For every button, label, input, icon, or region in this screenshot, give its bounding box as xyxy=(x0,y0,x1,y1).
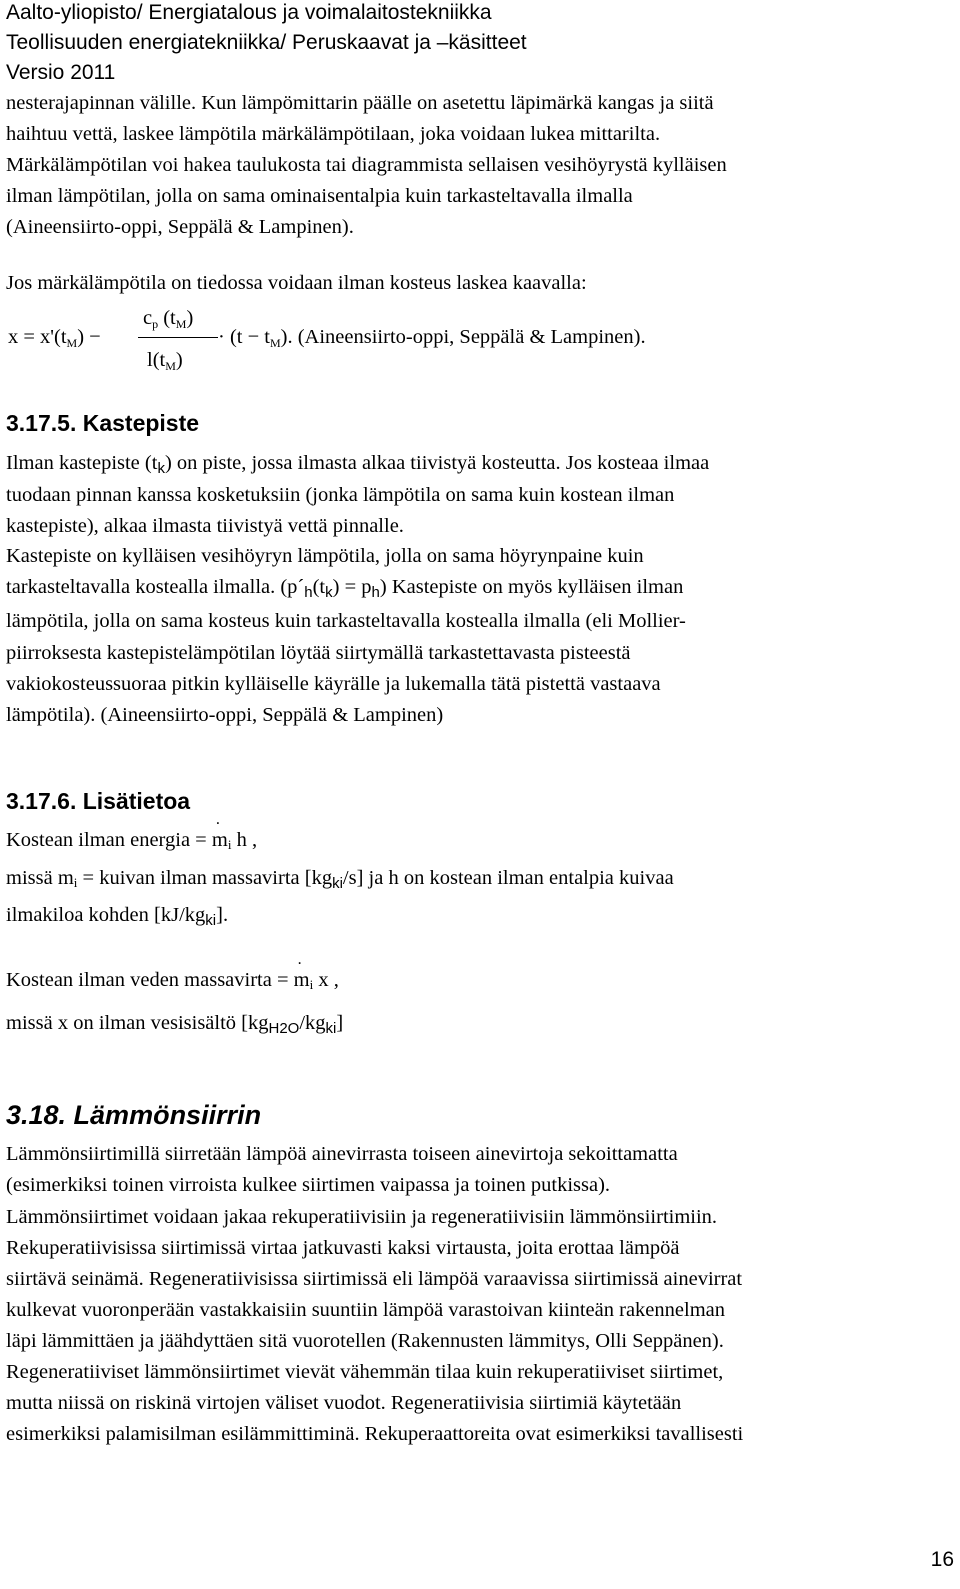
page-number: 16 xyxy=(930,1548,954,1571)
paragraph-line: ilman lämpötilan, jolla on sama ominaisentalpia kuin tarkasteltavalla ilmalla xyxy=(6,185,633,207)
formula-rhs: · (t − tM). (Aineensiirto-oppi, Seppälä & Lampinen). xyxy=(218,326,646,350)
energy-formula: Kostean ilman energia = ˙ mi h , xyxy=(6,828,257,857)
water-formula: Kostean ilman veden massavirta = ˙ mi x , xyxy=(6,968,339,997)
paragraph-line: läpi lämmittäen ja jäähdyttäen sitä vuorotellen (Rakennusten lämmitys, Olli Seppänen). xyxy=(6,1330,724,1352)
paragraph-line: vakiokosteussuoraa pitkin kylläiselle käyrälle ja lukemalla tätä pistettä vastaava xyxy=(6,673,661,695)
paragraph-line: missä x on ilman vesisisältö $[kg_{H2O}/kg_{ki}]$ xyxy=(6,1012,344,1037)
formula-numerator: cp (tM) xyxy=(143,307,194,331)
paragraph-line: haihtuu vettä, laskee lämpötila märkälämpötilaan, joka voidaan lukea mittarilta. xyxy=(6,123,661,145)
paragraph-line: missä mi = kuivan ilman massavirta $[kg_{ki}/s]$ ja h on kostean ilman entalpia kuivaa xyxy=(6,867,674,892)
paragraph-line: mutta niissä on riskinä virtojen väliset vuodot. Regeneratiivisia siirtimiä käytetään xyxy=(6,1392,682,1414)
fraction-bar xyxy=(138,337,218,338)
paragraph-line: Lämmönsiirtimet voidaan jakaa rekuperatiivisiin ja regeneratiivisiin lämmönsiirtimiin. xyxy=(6,1206,718,1228)
paragraph-line: Regeneratiiviset lämmönsiirtimet vievät vähemmän tilaa kuin rekuperatiiviset siirtimet, xyxy=(6,1361,724,1383)
header-org: Aalto-yliopisto/ Energiatalous ja voimalaitostekniikka xyxy=(6,1,492,24)
formula-intro: Jos märkälämpötila on tiedossa voidaan ilman kosteus laskea kaavalla: xyxy=(6,272,587,294)
paragraph-line: Rekuperatiivisissa siirtimissä virtaa jatkuvasti kaksi virtausta, joita erottaa lämpöä xyxy=(6,1237,680,1259)
paragraph-line: lämpötila). (Aineensiirto-oppi, Seppälä & Lampinen) xyxy=(6,704,444,726)
paragraph-line: tarkasteltavalla kostealla ilmalla. $(p´_h(t_k) = p_h)$ Kastepiste on myös kylläisen ilman xyxy=(6,576,684,601)
paragraph-line: ilmakiloa kohden $[kJ/kg_{ki}]$. xyxy=(6,904,229,929)
paragraph-line: piirroksesta kastepistelämpötilan löytää siirtymällä tarkastettavasta pisteestä xyxy=(6,642,631,664)
paragraph-line: kulkevat vuoronperään vastakkaisiin suuntiin lämpöä varastoivan kiinteän rakennelman xyxy=(6,1299,725,1321)
paragraph-line: Märkälämpötilan voi hakea taulukosta tai diagrammista sellaisen vesihöyrystä kylläisen xyxy=(6,154,727,176)
header-course: Teollisuuden energiatekniikka/ Peruskaavat ja –käsitteet xyxy=(6,31,527,54)
paragraph-line: Kastepiste on kylläisen vesihöyryn lämpötila, jolla on sama höyrynpaine kuin xyxy=(6,545,644,567)
paragraph-line: (Aineensiirto-oppi, Seppälä & Lampinen). xyxy=(6,216,354,238)
paragraph-line: siirtävä seinämä. Regeneratiivisissa siirtimissä eli lämpöä varaavissa siirtimissä ainevirrat xyxy=(6,1268,743,1290)
paragraph-line: kastepiste), alkaa ilmasta tiivistyä vettä pinnalle. xyxy=(6,515,404,537)
paragraph-line: nesterajapinnan välille. Kun lämpömittarin päälle on asetettu läpimärkä kangas ja siitä xyxy=(6,92,714,114)
paragraph-line: (esimerkiksi toinen virroista kulkee siirtimen vaipassa ja toinen putkissa). xyxy=(6,1174,611,1196)
section-heading-lisatietoa: 3.17.6. Lisätietoa xyxy=(6,788,191,814)
paragraph-line: Ilman kastepiste $(t_k)$ on piste, jossa ilmasta alkaa tiivistyä kosteutta. Jos kosteaa ilmaa xyxy=(6,452,710,477)
section-heading-lammonsiirrin: 3.18. Lämmönsiirrin xyxy=(6,1100,262,1130)
formula-denominator: l(tM) xyxy=(147,349,183,373)
header-version: Versio 2011 xyxy=(6,61,116,84)
formula-lhs: x = x'(tM) − xyxy=(8,326,101,350)
paragraph-line: lämpötila, jolla on sama kosteus kuin tarkasteltavalla kostealla ilmalla (eli Mollier- xyxy=(6,610,686,632)
paragraph-line: tuodaan pinnan kanssa kosketuksiin (jonka lämpötila on sama kuin kostean ilman xyxy=(6,484,675,506)
paragraph-line: Lämmönsiirtimillä siirretään lämpöä ainevirrasta toiseen ainevirtoja sekoittamatta xyxy=(6,1143,678,1165)
paragraph-line: esimerkiksi palamisilman esilämmittiminä. Rekuperaattoreita ovat esimerkiksi tavallisesti xyxy=(6,1423,744,1445)
section-heading-kastepiste: 3.17.5. Kastepiste xyxy=(6,410,200,436)
